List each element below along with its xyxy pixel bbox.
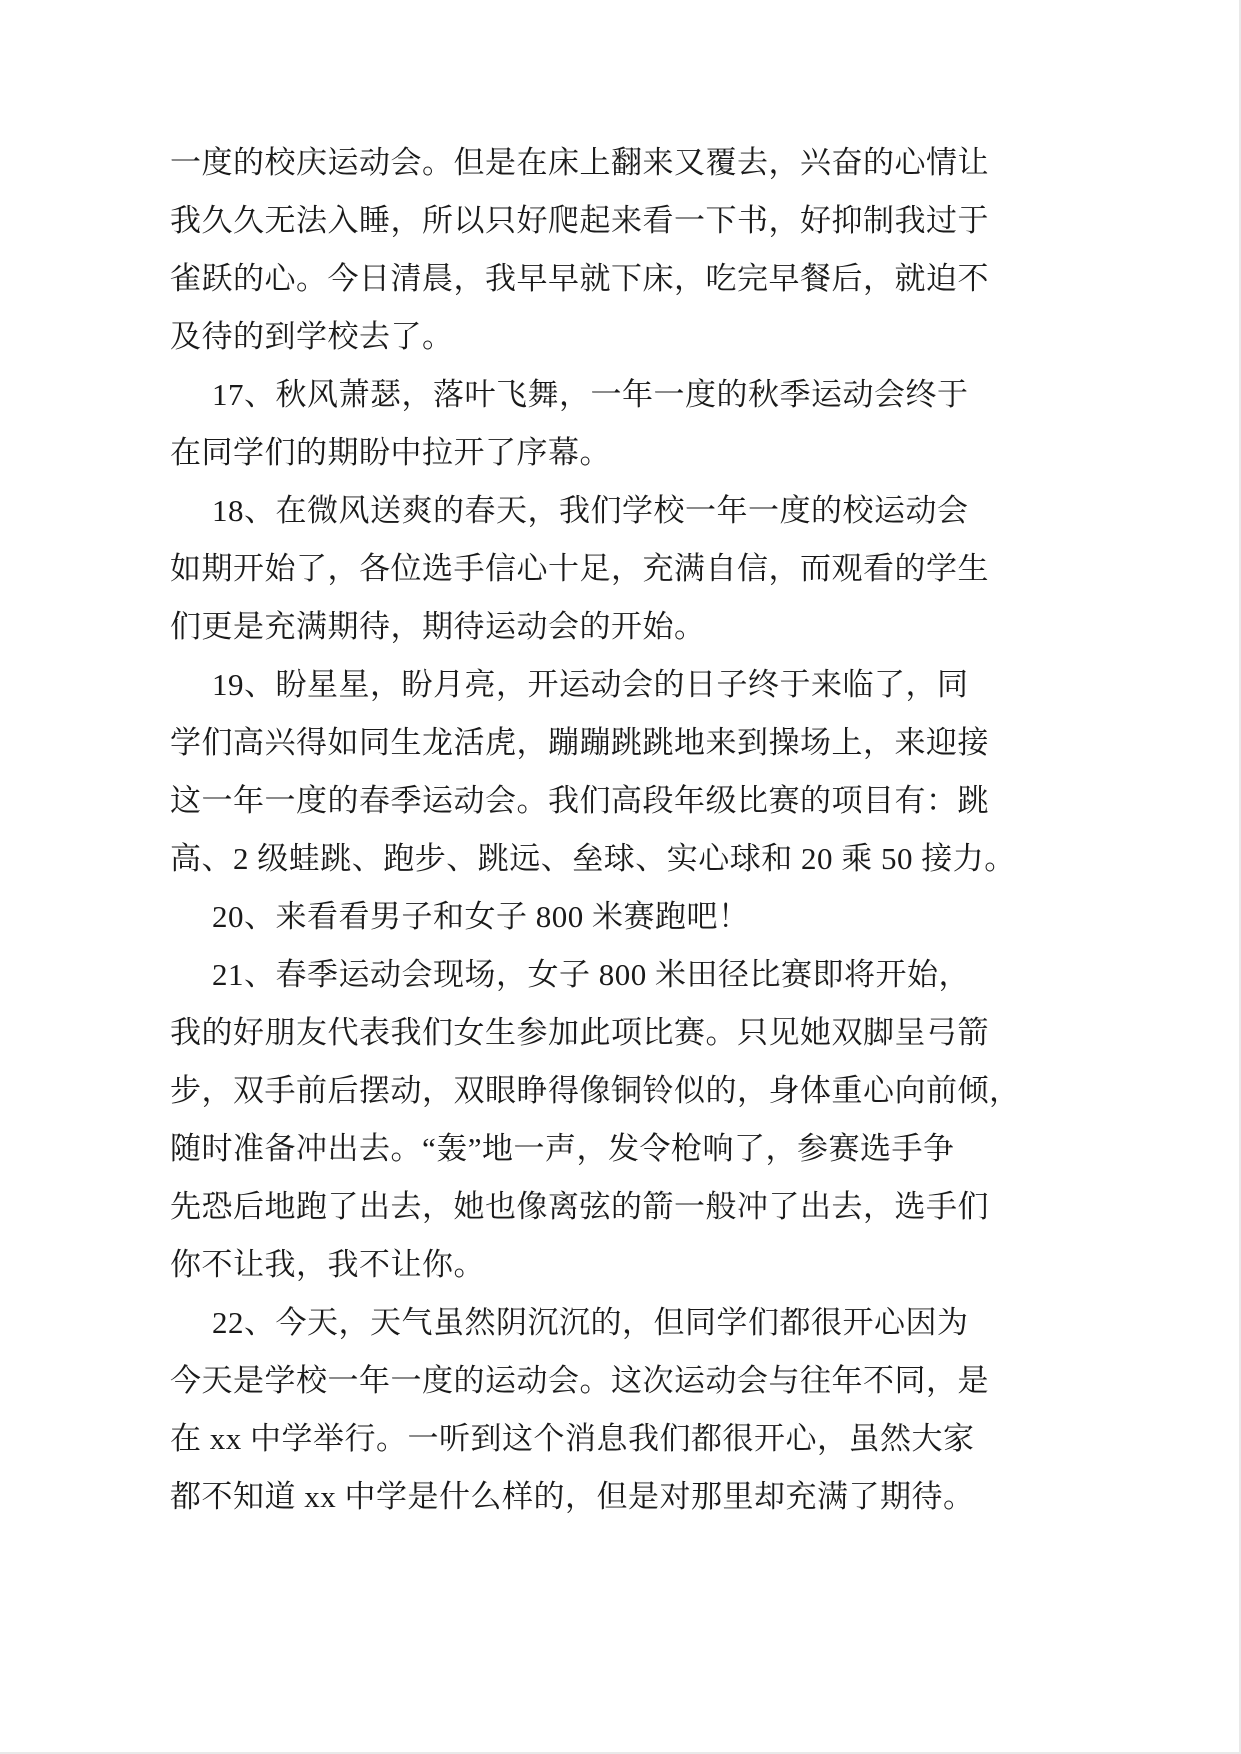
text-line: 这一年一度的春季运动会。我们高段年级比赛的项目有：跳 bbox=[170, 783, 989, 818]
paragraph-20 bbox=[170, 888, 1070, 946]
paragraph-19 bbox=[170, 656, 1070, 888]
text-line: 我的好朋友代表我们女生参加此项比赛。只见她双脚呈弓箭 bbox=[170, 1015, 989, 1050]
text-line: 21、春季运动会现场，女子 800 米田径比赛即将开始， bbox=[212, 957, 970, 992]
text-line: 17、秋风萧瑟，落叶飞舞，一年一度的秋季运动会终于 bbox=[212, 377, 969, 412]
text-line: 19、盼星星，盼月亮，开运动会的日子终于来临了，同 bbox=[212, 667, 969, 702]
text-line: 步，双手前后摆动，双眼睁得像铜铃似的，身体重心向前倾， bbox=[170, 1073, 1021, 1108]
text-line: 在 xx 中学举行。一听到这个消息我们都很开心，虽然大家 bbox=[170, 1421, 975, 1456]
text-line: 我久久无法入睡，所以只好爬起来看一下书，好抑制我过于 bbox=[170, 203, 989, 238]
text-line: 如期开始了，各位选手信心十足，充满自信，而观看的学生 bbox=[170, 551, 989, 586]
text-line: 学们高兴得如同生龙活虎，蹦蹦跳跳地来到操场上，来迎接 bbox=[170, 725, 989, 760]
paragraph-22 bbox=[170, 1294, 1070, 1526]
text-line: 一度的校庆运动会。但是在床上翻来又覆去，兴奋的心情让 bbox=[170, 145, 989, 180]
text-line: 22、今天，天气虽然阴沉沉的，但同学们都很开心因为 bbox=[212, 1305, 969, 1340]
text-line: 雀跃的心。今日清晨，我早早就下床，吃完早餐后，就迫不 bbox=[170, 261, 989, 296]
text-line: 20、来看看男子和女子 800 米赛跑吧！ bbox=[212, 899, 750, 934]
text-line: 在同学们的期盼中拉开了序幕。 bbox=[170, 435, 611, 470]
text-line: 高、2 级蛙跳、跑步、跳远、垒球、实心球和 20 乘 50 接力。 bbox=[170, 841, 1016, 876]
text-line: 18、在微风送爽的春天，我们学校一年一度的校运动会 bbox=[212, 493, 969, 528]
paragraph-16-continuation bbox=[170, 134, 1070, 366]
paragraph-21 bbox=[170, 946, 1070, 1294]
text-line: 先恐后地跑了出去，她也像离弦的箭一般冲了出去，选手们 bbox=[170, 1189, 989, 1224]
text-line: 今天是学校一年一度的运动会。这次运动会与往年不同，是 bbox=[170, 1363, 989, 1398]
paragraph-18 bbox=[170, 482, 1070, 656]
document-body bbox=[170, 134, 1070, 1526]
text-line: 你不让我，我不让你。 bbox=[170, 1247, 485, 1282]
text-line: 及待的到学校去了。 bbox=[170, 319, 454, 354]
text-line: 们更是充满期待，期待运动会的开始。 bbox=[170, 609, 706, 644]
text-line: 都不知道 xx 中学是什么样的，但是对那里却充满了期待。 bbox=[170, 1479, 975, 1514]
text-line: 随时准备冲出去。“轰”地一声，发令枪响了，参赛选手争 bbox=[170, 1131, 955, 1166]
paragraph-17 bbox=[170, 366, 1070, 482]
